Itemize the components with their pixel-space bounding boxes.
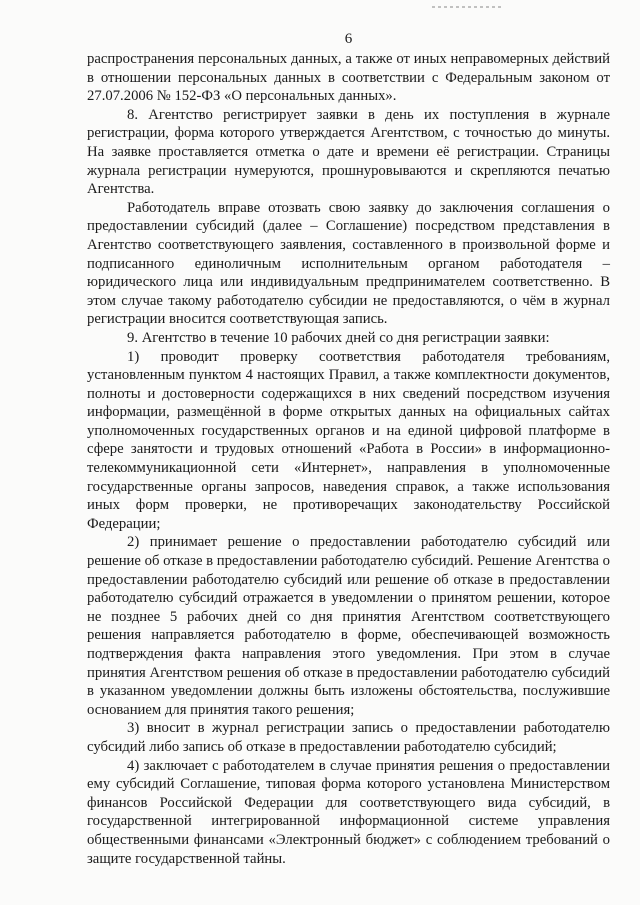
document-body: [87, 50, 610, 868]
paragraph-subitem-3: 3) вносит в журнал регистрации запись о предоставлении работодателю субсидий либо запись об отказе в предоставлении работодателю субсидий;: [87, 720, 610, 755]
paragraph-subitem-4: 4) заключает с работодателем в случае принятия решения о предоставлении ему субсидий Соглашение, типовая форма которого установлена Министерством финансов Российской Федерации для соответствующего вида субсидий, в государственной интегрированной информационной системе управления общественными финансами «Электронный бюджет» с соблюдением требований о защите государственной тайны.: [87, 757, 610, 867]
paragraph-subitem-2: 2) принимает решение о предоставлении работодателю субсидий или решение об отказе в предоставлении работодателю субсидий. Решение Агентства о предоставлении работодателю субсидий или решение об отказе в предоставлении работодателю субсидий отражается в уведомлении о принятом решении, которое не позднее 5 рабочих дней со дня принятия Агентством соответствующего решения направляется работодателю в форме, обеспечивающей возможность подтверждения факта направления этого уведомления. При этом в случае принятия Агентством решения об отказе в предоставлении работодателю субсидий в указанном уведомлении должны быть изложены обстоятельства, послужившие основанием для принятия такого решения;: [87, 534, 610, 718]
paragraph-item-8: 8. Агентство регистрирует заявки в день их поступления в журнале регистрации, форма которого утверждается Агентством, с точностью до минуты. На заявке проставляется отметка о дате и времени её регистрации. Страницы журнала регистрации нумеруются, прошнуровываются и скрепляются печатью Агентства.: [87, 106, 610, 198]
page-number: 6: [344, 31, 353, 47]
paragraph-subitem-1: 1) проводит проверку соответствия работодателя требованиям, установленным пунктом 4 настоящих Правил, а также комплектности документов, полноты и достоверности содержащихся в них сведений посредством изучения информации, размещённой в форме открытых данных на официальных сайтах уполномоченных государственных органов и на единой цифровой платформе в сфере занятости и трудовых отношений «Работа в России» в информационно-телекоммуникационной сети «Интернет», направления в уполномоченные государственные органы запросов, наведения справок, а также использования иных форм проверки, не противоречащих законодательству Российской Федерации;: [87, 348, 610, 532]
paragraph-continuation: распространения персональных данных, а также от иных неправомерных действий в отношении персональных данных в соответствии с Федеральным законом от 27.07.2006 № 152-ФЗ «О персональных данных».: [87, 51, 610, 105]
paragraph-item-9: 9. Агентство в течение 10 рабочих дней со дня регистрации заявки:: [127, 329, 550, 346]
scan-artifact: [432, 6, 502, 8]
paragraph-withdrawal: Работодатель вправе отозвать свою заявку до заключения соглашения о предоставлении субсидий (далее – Соглашение) посредством представления в Агентство соответствующего заявления, составленного в произвольной форме и подписанного единоличным исполнительным органом работодателя – юридического лица или индивидуальным предпринимателем соответственно. В этом случае такому работодателю субсидии не предоставляются, о чём в журнал регистрации вносится соответствующая запись.: [87, 199, 610, 328]
